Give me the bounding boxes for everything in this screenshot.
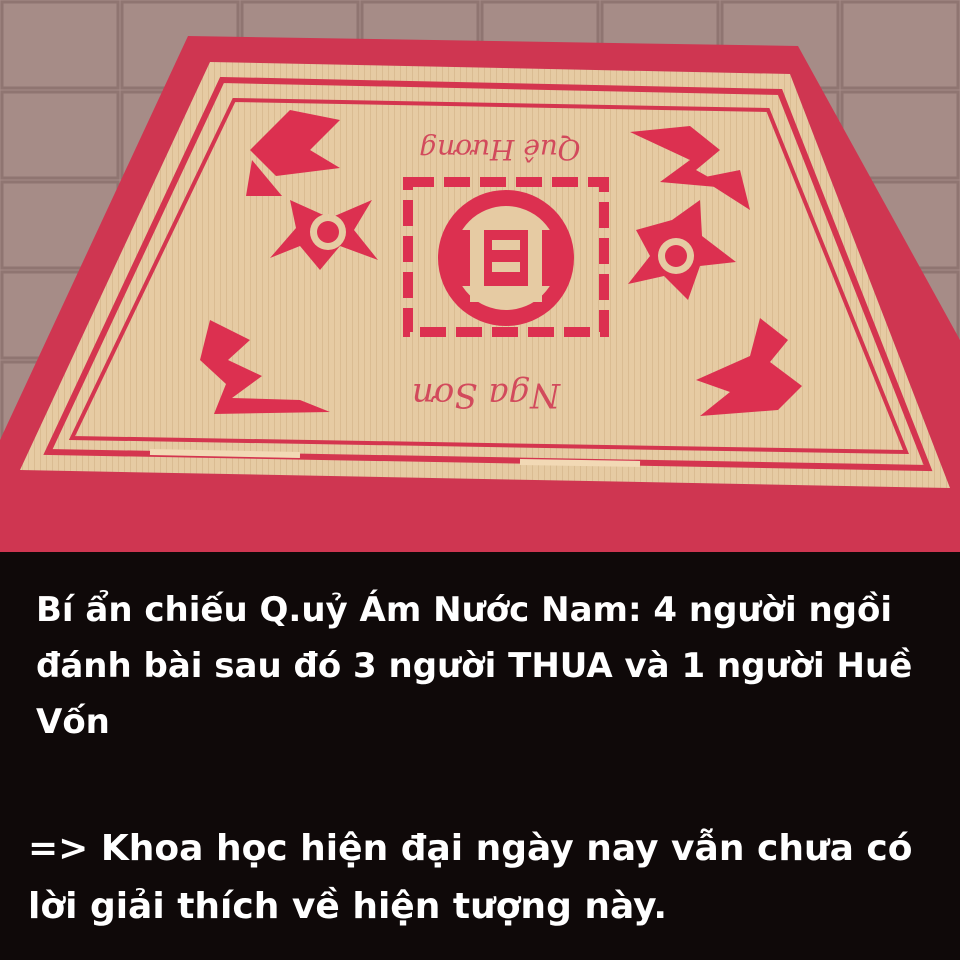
mat-text-bottom: Nga Sơn xyxy=(411,375,561,415)
mat-text-top: Quê Hương xyxy=(419,133,581,166)
caption-subline: => Khoa học hiện đại ngày nay vẫn chưa có lời giải thích về hiện tượng này. xyxy=(28,828,913,927)
caption-headline: Bí ẩn chiếu Q.uỷ Ám Nước Nam: 4 người ngồi đánh bài sau đó 3 người THUA và 1 người Huề Vốn xyxy=(36,590,913,742)
